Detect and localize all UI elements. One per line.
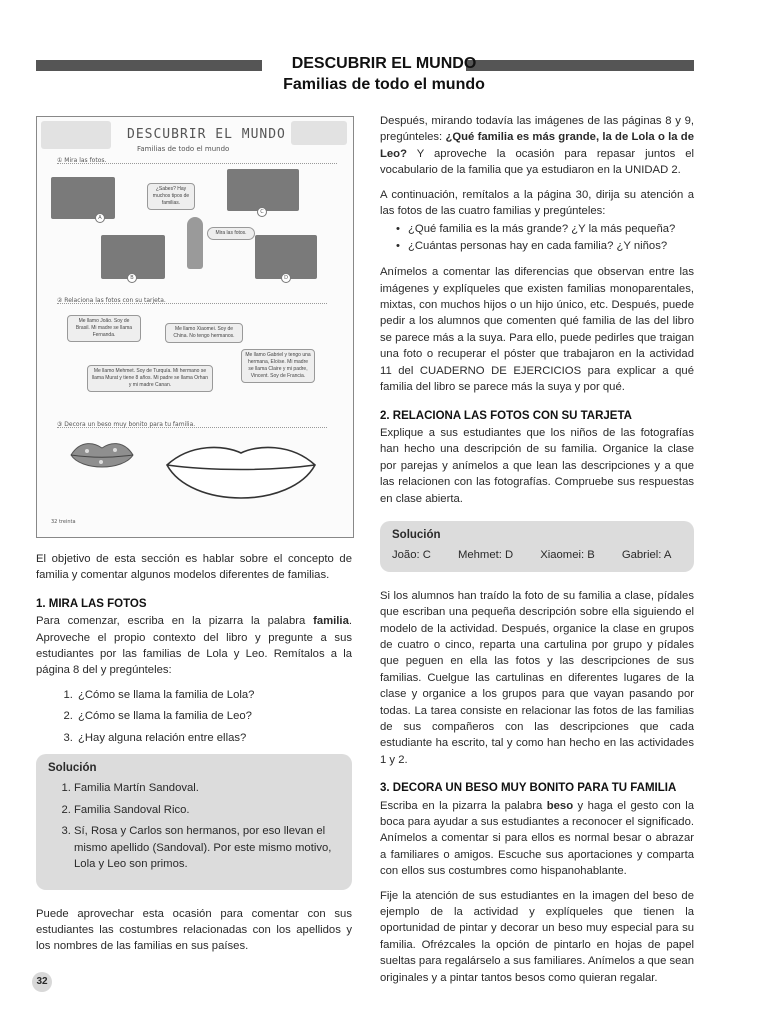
list-item: • ¿Qué familia es la más grande? ¿Y la más pequeña? bbox=[400, 221, 694, 237]
list-item: 1. ¿Cómo se llama la familia de Lola? bbox=[76, 687, 352, 703]
right-paragraph-2: A continuación, remítalos a la página 30, dirija su atención a las fotos de las cuatro familias y pregúnteles: bbox=[380, 188, 694, 218]
thumb-subtitle: Familias de todo el mundo bbox=[137, 145, 230, 153]
solution-list bbox=[48, 780, 342, 872]
thumb-step3: ③ Decora un beso muy bonito para tu familia. bbox=[57, 421, 196, 428]
list-item: 3. Sí, Rosa y Carlos son hermanos, por eso llevan el mismo apellido (Sandoval). Por este mismo motivo, Lola y Leo son primos. bbox=[74, 823, 342, 872]
right-paragraph-5: Fije la atención de sus estudiantes en la imagen del beso de ejemplo de la actividad y explíqueles que tienen la oportunidad de pintar y decorar un beso muy especial para su familia. Ofrézcales la opción de pintarlo en hojas de papel sueltas para regalárselo a sus familiares. Anímelos a que sean originales y a pintar tantos besos como quieran regalar. bbox=[380, 889, 694, 984]
blank-lips-template bbox=[161, 439, 321, 509]
thumb-title: DESCUBRIR EL MUNDO bbox=[127, 127, 286, 142]
right-paragraph-4: Si los alumnos han traído la foto de su familia a clase, pídales que escriban una pequeña descripción sobre ella siguiendo el modelo de la actividad. Después, organice la clase en grupos de cuatro o cinco, reparta una cartulina por grupo y pídales que peguen en ella las fotos y las descripciones de sus familias. Cuelgue las cartulinas en diferentes lugares de la clase y organice a los grupos para que vayan pasando por todas. La tarea consiste en relacionar las fotos de las familias de sus compañeros con las descripciones que cada estudiante ha escrito, tal y como han hecho en las actividades 1 y 2. bbox=[380, 589, 694, 766]
list-item: 1. Familia Martín Sandoval. bbox=[74, 780, 342, 796]
section-2-paragraph: Explique a sus estudiantes que los niños de las fotografías han hecho una descripción de su familia. Organice la clase por parejas y anímelos a que lean las descripciones y a que las relacionen con las fotografías. Compruebe sus respuestas en clase abierta. bbox=[380, 426, 694, 505]
family-photo-a bbox=[51, 177, 115, 219]
photo-label-c: C bbox=[257, 207, 267, 217]
solution-title: Solución bbox=[48, 762, 97, 775]
section-3-paragraph: Escriba en la pizarra la palabra beso y haga el gesto con la boca para ayudar a sus estudiantes a reconocer el significado. Anímelos a comentar si para ellos es normal besar o abrazar a familiares o amigos. Escuche sus aportaciones y comparta con ellos sus costumbres como hispanohablante. bbox=[380, 799, 695, 878]
family-photo-c bbox=[227, 169, 299, 211]
thumb-footer: 32 treinta bbox=[51, 519, 76, 525]
thumb-bubble-2: Mira las fotos. bbox=[207, 227, 255, 240]
thumb-step1: ① Mira las fotos. bbox=[57, 157, 107, 164]
solution-title: Solución bbox=[392, 528, 441, 541]
thumb-step2: ② Relaciona las fotos con su tarjeta. bbox=[57, 297, 166, 304]
right-column bbox=[380, 113, 694, 994]
solution-box-2 bbox=[380, 521, 694, 572]
thumb-girl-figure bbox=[187, 217, 203, 269]
photo-label-b: B bbox=[127, 273, 137, 283]
page-number: 32 bbox=[32, 972, 52, 992]
thumb-card-1: Me llamo João. Soy de Brasil. Mi madre se llama Fernanda. bbox=[67, 315, 141, 342]
solution-box-1 bbox=[36, 754, 352, 889]
list-item: 2. Familia Sandoval Rico. bbox=[74, 802, 342, 818]
solution-answers bbox=[392, 547, 684, 563]
list-item: • ¿Cuántas personas hay en cada familia? ¿Y niños? bbox=[400, 238, 694, 254]
list-item: 3. ¿Hay alguna relación entre ellas? bbox=[76, 730, 352, 746]
section-2-heading: 2. RELACIONA LAS FOTOS CON SU TARJETA bbox=[380, 409, 632, 422]
thumb-stamps bbox=[41, 121, 111, 149]
section-1-heading: 1. MIRA LAS FOTOS bbox=[36, 597, 147, 610]
answer-item: João: C bbox=[392, 549, 431, 562]
question-list bbox=[36, 687, 352, 746]
answer-item: Xiaomei: B bbox=[540, 549, 595, 562]
thumb-card-4: Me llamo Gabriel y tengo una hermana, Eloïse. Mi madre se llama Claire y mi padre, Vincent. Soy de Francia. bbox=[241, 349, 315, 383]
photo-label-a: A bbox=[95, 213, 105, 223]
thumb-bubble-1: ¿Sabes? Hay muchos tipos de familias. bbox=[147, 183, 195, 210]
right-paragraph-3: Anímelos a comentar las diferencias que observan entre las imágenes y explíqueles que existen familias monoparentales, mixtas, con muchos hijos o un hijo único, etc. Después, puede pedir a los alumnos que comenten qué familia de las del libro se parece más a la suya. Para ello, puede pedirles que traigan una foto o recuperar el póster que trabajaron en la actividad 11 del CUADERNO DE EJERCICIOS para explicar a qué familia del libro se parece más la suya y por qué. bbox=[380, 266, 694, 394]
left-column bbox=[36, 551, 352, 963]
intro-paragraph: El objetivo de esta sección es hablar sobre el concepto de familia y comentar algunos modelos diferentes de familias. bbox=[36, 553, 352, 582]
photo-label-d: D bbox=[281, 273, 291, 283]
right-paragraph-1: Después, mirando todavía las imágenes de las páginas 8 y 9, pregúnteles: ¿Qué familia es más grande, la de Lola o la de Leo? Y aproveche la ocasión para repasar juntos el vocabulario de la familia que ya estudiaron en la UNIDAD 2. bbox=[380, 115, 694, 177]
thumb-card-3: Me llamo Mehmet. Soy de Turquía. Mi hermano se llama Murat y tiene 8 años. Mi padre se llama Orhan y mi madre Canan. bbox=[87, 365, 213, 392]
section-1-paragraph: Para comenzar, escriba en la pizarra la palabra familia. Aproveche el propio contexto del libro y pregunte a sus estudiantes por las familias de Lola y Leo. Remítalos a la página 8 del y pregúnteles: bbox=[36, 615, 352, 677]
bullet-list bbox=[380, 221, 694, 254]
thumb-card-2: Me llamo Xiaomei. Soy de China. No tengo hermanos. bbox=[165, 323, 243, 343]
list-item: 2. ¿Cómo se llama la familia de Leo? bbox=[76, 708, 352, 724]
thumb-stamps-right bbox=[291, 121, 347, 145]
section-title: DESCUBRIR EL MUNDO bbox=[291, 55, 477, 72]
decorated-lips-example bbox=[67, 435, 137, 475]
outro-paragraph: Puede aprovechar esta ocasión para comentar con sus estudiantes las costumbres relacionadas con los apellidos y los nombres de las familias en sus países. bbox=[36, 907, 352, 953]
section-3-heading: 3. DECORA UN BESO MUY BONITO PARA TU FAMILIA bbox=[380, 782, 677, 795]
page-subtitle: Familias de todo el mundo bbox=[283, 76, 485, 93]
answer-item: Mehmet: D bbox=[457, 549, 514, 562]
student-book-page-thumbnail bbox=[36, 116, 354, 538]
answer-item: Gabriel: A bbox=[621, 549, 672, 562]
